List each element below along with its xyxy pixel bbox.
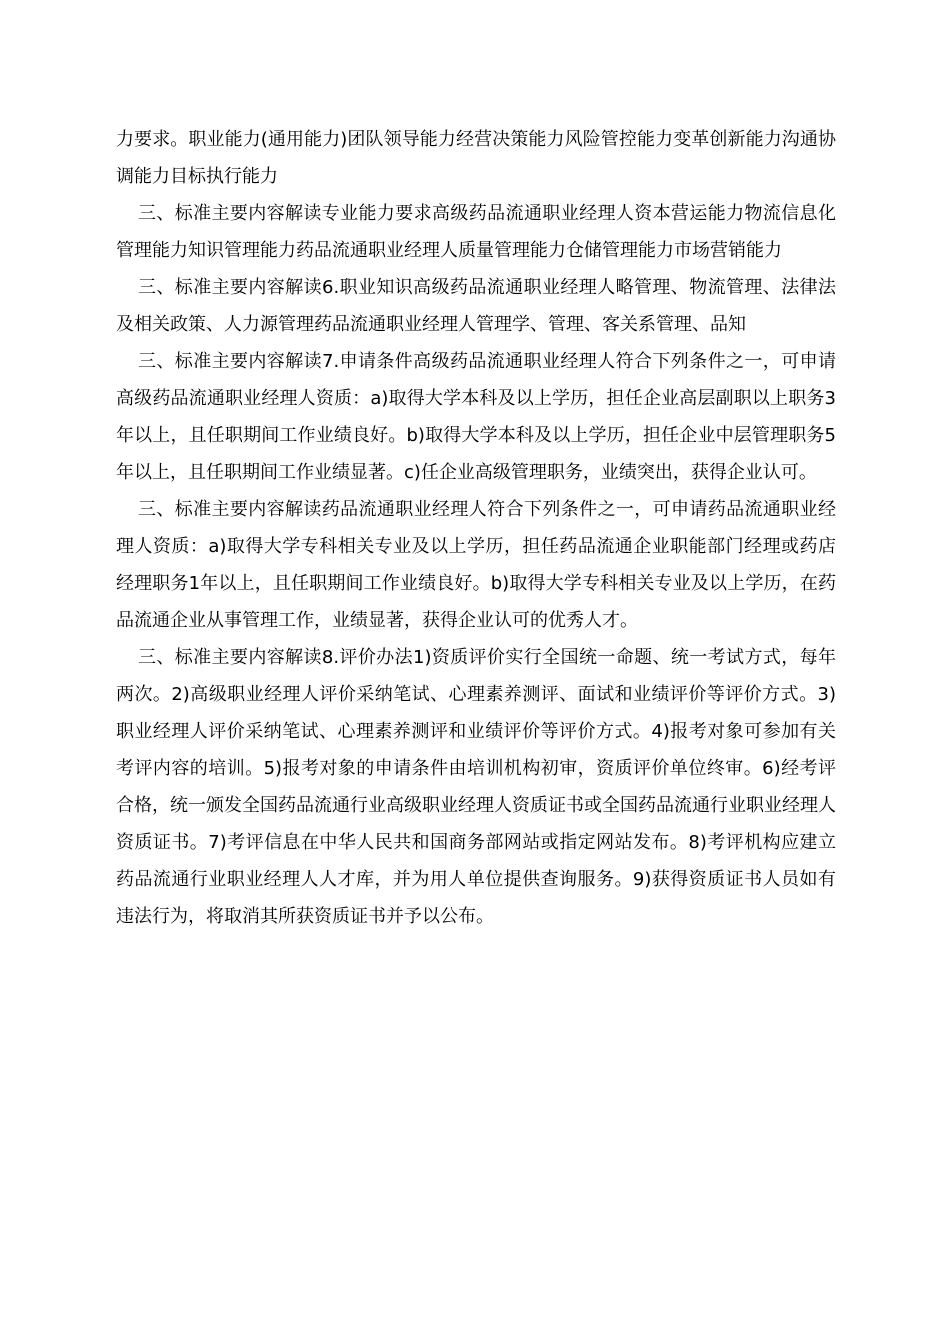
paragraph-continuation: 力要求。职业能力(通用能力)团队领导能力经营决策能力风险管控能力变革创新能力沟通协调能力目标执行能力 [116, 129, 836, 187]
paragraph-professional-knowledge: 三、标准主要内容解读6.职业知识高级药品流通职业经理人略管理、物流管理、法律法及相关政策、人力源管理药品流通职业经理人管理学、管理、客关系管理、品知 [116, 277, 836, 335]
paragraph-senior-application-conditions: 三、标准主要内容解读7.申请条件高级药品流通职业经理人符合下列条件之一，可申请高级药品流通职业经理人资质：a)取得大学本科及以上学历，担任企业高层副职以上职务3年以上，且任职期间工作业绩良好。b)取得大学本科及以上学历，担任企业中层管理职务5年以上，且任职期间工作业绩显著。c)任企业高级管理职务，业绩突出，获得企业认可。 [116, 351, 836, 483]
paragraph-evaluation-method: 三、标准主要内容解读8.评价办法1)资质评价实行全国统一命题、统一考试方式，每年两次。2)高级职业经理人评价采纳笔试、心理素养测评、面试和业绩评价等评价方式。3)职业经理人评价采纳笔试、心理素养测评和业绩评价等评价方式。4)报考对象可参加有关考评内容的培训。5)报考对象的申请条件由培训机构初审，资质评价单位终审。6)经考评合格，统一颁发全国药品流通行业高级职业经理人资质证书或全国药品流通行业职业经理人资质证书。7)考评信息在中华人民共和国商务部网站或指定网站发布。8)考评机构应建立药品流通行业职业经理人人才库，并为用人单位提供查询服务。9)获得资质证书人员如有违法行为，将取消其所获资质证书并予以公布。 [116, 647, 836, 927]
paragraph-application-conditions: 三、标准主要内容解读药品流通职业经理人符合下列条件之一，可申请药品流通职业经理人资质：a)取得大学专科相关专业及以上学历，担任药品流通企业职能部门经理或药店经理职务1年以上，且任职期间工作业绩良好。b)取得大学专科相关专业及以上学历，在药品流通企业从事管理工作，业绩显著，获得企业认可的优秀人才。 [116, 499, 836, 631]
paragraph-professional-ability: 三、标准主要内容解读专业能力要求高级药品流通职业经理人资本营运能力物流信息化管理能力知识管理能力药品流通职业经理人质量管理能力仓储管理能力市场营销能力 [116, 203, 836, 261]
document-body [116, 121, 836, 935]
